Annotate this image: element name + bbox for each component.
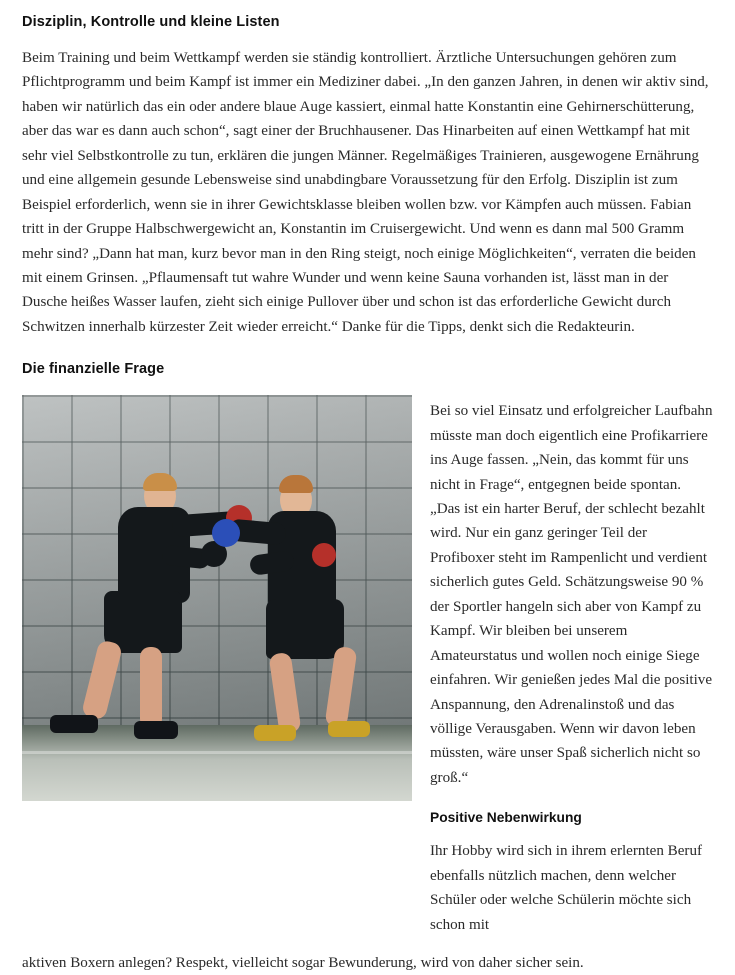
side-effect-paragraph: Ihr Hobby wird sich in ihrem erlernten Beruf ebenfalls nützlich machen, denn welcher Schüler oder welche Schülerin möchte sich schon mit bbox=[430, 843, 703, 933]
left-boxer-shoe-front bbox=[134, 721, 178, 739]
right-boxer-hair bbox=[279, 475, 313, 493]
page-title: Disziplin, Kontrolle und kleine Listen bbox=[22, 14, 280, 30]
right-boxer-shoe-front bbox=[254, 725, 296, 741]
section-heading-finance: Die finanzielle Frage bbox=[22, 361, 165, 378]
right-boxer-shorts bbox=[266, 599, 344, 659]
floor-line bbox=[22, 751, 412, 754]
left-boxer-shoe-back bbox=[50, 715, 98, 733]
left-boxer-leg-front bbox=[140, 647, 162, 729]
right-boxer-shoe-back bbox=[328, 721, 370, 737]
article-image-wrap bbox=[22, 395, 412, 801]
finance-paragraph: Bei so viel Einsatz und erfolgreicher Laufbahn müsste man doch eigentlich eine Profikarriere ins Auge fassen. „Nein, das kommt für uns nicht in Frage“, entgegnen beide spontan. „Das ist ein harter Beruf, der schlecht bezahlt wird. Nur ein ganz geringer Teil der Profiboxer steht im Rampenlicht und verdient sicherlich gutes Geld. Schätzungsweise 90 % der Sportler hangeln sich aber von Kampf zu Kampf. Wir bleiben bei unserem Amateurstatus und wollen noch einige Siege einfahren. Wir genießen jedes Mal die positive Anspannung, den Adrenalinstoß und das völlige Verausgaben. Wenn wir davon leben müssten, wäre unser Spaß sicherlich nicht so groß.“ bbox=[430, 403, 713, 786]
intro-paragraph: Beim Training und beim Wettkampf werden sie ständig kontrolliert. Ärztliche Untersuchungen gehören zum Pflichtprogramm und beim Kampf ist immer ein Mediziner dabei. „In den ganzen Jahren, in denen wir aktiv sind, haben wir natürlich das ein oder andere blaue Auge kassiert, einmal hatte Konstantin eine Gehirnerschütterung, aber das war es dann auch schon“, sagt einer der Bruchhausener. Das Hinarbeiten auf einen Wettkampf hat mit sehr viel Selbstkontrolle zu tun, erklären die jungen Männer. Regelmäßiges Trainieren, ausgewogene Ernährung und eine allgemein gesunde Lebensweise sind unabdingbare Voraussetzung für den Erfolg. Disziplin ist zum Beispiel erforderlich, wenn sie in ihrer Gewichtsklasse bleiben wollen bzw. vor Kämpfen auch müssen. Fabian tritt in der Gruppe Halbschwergewicht an, Konstantin im Cruisergewicht. Und wenn es dann mal 500 Gramm mehr sind? „Dann hat man, kurz bevor man in den Ring steigt, noch einige Möglichkeiten“, verraten die beiden mit einem Grinsen. „Pflaumensaft tut wahre Wunder und wenn keine Sauna vorhanden ist, lässt man in der Dusche heißes Wasser laufen, zieht sich einige Pullover über und schon ist das erforderliche Gewicht durch Schwitzen innerhalb kürzester Zeit wieder erreicht.“ Danke für die Tipps, denkt sich die Redakteurin. bbox=[22, 50, 709, 335]
boxing-photo bbox=[22, 395, 412, 801]
closing-paragraph: aktiven Boxern anlegen? Respekt, vielleicht sogar Bewunderung, wird von daher sicher sein. bbox=[22, 955, 584, 971]
left-boxer-hair bbox=[143, 473, 177, 491]
section-heading-side-effect: Positive Nebenwirkung bbox=[430, 810, 582, 826]
